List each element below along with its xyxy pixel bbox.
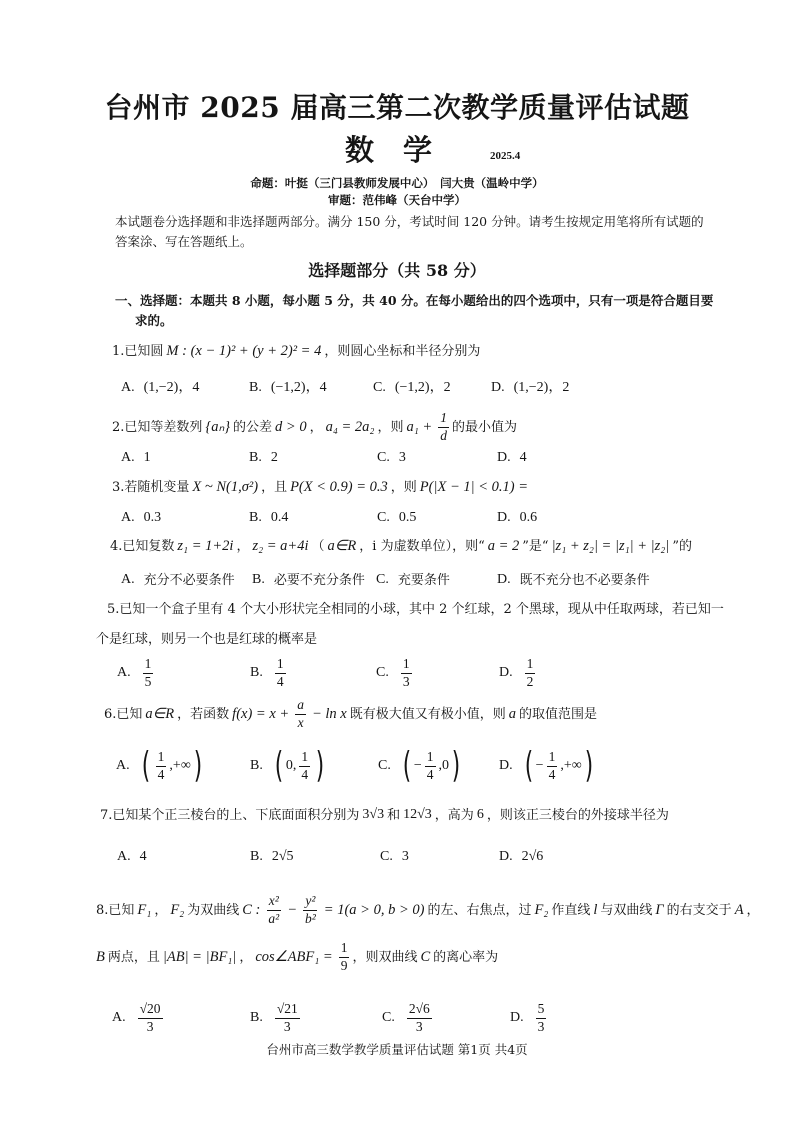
- fraction-numerator: 1: [156, 750, 167, 766]
- question-8-stem-line-2: [96, 937, 498, 977]
- q8-text: ，: [239, 949, 253, 965]
- close-paren: ): [451, 745, 461, 786]
- q8-point-a: A: [734, 901, 744, 918]
- q2-text: ，: [309, 419, 323, 435]
- option-label: A.: [121, 450, 135, 465]
- q8-text: ，则双曲线: [352, 949, 418, 965]
- q8-focus-1: F₁: [137, 901, 152, 918]
- fraction-denominator: 3: [283, 1018, 291, 1034]
- fraction-numerator: √20: [138, 1002, 163, 1018]
- q7-height: 6: [476, 807, 484, 822]
- interval-tail: ,+∞: [560, 758, 582, 773]
- q6-variable: a: [508, 705, 516, 722]
- q4-z2: z₂ = a+4i: [252, 537, 309, 554]
- option-value: 2√6: [521, 849, 544, 864]
- close-paren: ): [193, 745, 203, 786]
- q6-text: 的取值范围是: [518, 706, 597, 722]
- q3-probability-given: P(X < 0.9) = 0.3: [290, 478, 388, 495]
- q8-text: 两点，且: [107, 949, 160, 965]
- q8-text: 8.已知: [96, 902, 135, 918]
- fraction-numerator: 1: [143, 657, 154, 673]
- fraction-denominator: a²: [268, 910, 280, 926]
- question-5-stem-line-1: 5.已知一个盒子里有 4 个大小形状完全相同的小球，其中 2 个红球，2 个黑球，现从中任取两球，若已知一: [107, 601, 724, 617]
- option-fraction: [299, 750, 310, 781]
- q8-text: ，: [746, 902, 760, 918]
- q6-text: 既有极大值又有极小值，则: [349, 706, 506, 722]
- section-title: 选择题部分（共 58 分）: [308, 261, 486, 280]
- q4-option-a: [121, 570, 235, 590]
- q2-common-difference: d > 0: [275, 418, 307, 435]
- fraction-numerator: 1: [339, 941, 350, 957]
- option-label: B.: [249, 510, 262, 525]
- q8-option-b: [250, 996, 303, 1040]
- fraction-numerator: √21: [275, 1002, 300, 1018]
- option-value: 0.3: [143, 510, 162, 525]
- fraction-denominator: 4: [548, 766, 556, 782]
- fraction-denominator: x: [297, 714, 304, 730]
- q1-text: ，则圆心坐标和半径分别为: [324, 343, 481, 359]
- fraction-denominator: 4: [301, 766, 309, 782]
- option-label: D.: [499, 849, 513, 864]
- option-value: 2: [270, 450, 278, 465]
- option-label: C.: [376, 572, 389, 587]
- q8-curve-name: C: [420, 948, 431, 965]
- option-fraction: [275, 1002, 300, 1033]
- q8-point-b: B: [96, 948, 105, 965]
- q4-domain: a∈R: [327, 537, 357, 554]
- q3-option-d: [497, 508, 537, 528]
- option-label: D.: [497, 510, 511, 525]
- option-value: 充要条件: [397, 572, 450, 588]
- option-fraction: [156, 750, 167, 781]
- option-fraction: [525, 657, 536, 688]
- q8-focus-2: F₂: [170, 901, 185, 918]
- q2-expression: a₁ +: [406, 418, 433, 435]
- q6-function: f(x) = x +: [232, 705, 290, 722]
- q8-text: 的离心率为: [433, 949, 499, 965]
- q4-text: ”的: [672, 538, 692, 554]
- authors-line: 命题：叶挺（三门县教师发展中心） 闫大贵（温岭中学）: [250, 176, 544, 190]
- interval-head: −: [413, 758, 422, 773]
- q6-option-d: [499, 742, 596, 790]
- option-value: 必要不充分条件: [273, 572, 365, 588]
- q4-text: ”是“: [522, 538, 549, 554]
- option-value: 4: [519, 450, 527, 465]
- q8-length-equation: |AB| = |BF₁|: [162, 948, 237, 965]
- q3-text: 3.若随机变量: [112, 479, 190, 495]
- page-footer: 台州市高三数学教学质量评估试题 第1页 共4页: [266, 1042, 528, 1057]
- option-label: A.: [112, 1010, 126, 1025]
- option-label: B.: [250, 665, 263, 680]
- fraction-denominator: d: [440, 427, 447, 443]
- option-label: C.: [373, 380, 386, 395]
- option-value: 1: [143, 450, 151, 465]
- option-label: D.: [499, 758, 513, 773]
- subject-title: 数 学: [345, 133, 433, 167]
- option-fraction: [407, 1002, 432, 1033]
- option-value: (1,−2)，2: [513, 380, 570, 395]
- fraction-numerator: x²: [267, 894, 281, 910]
- option-label: B.: [252, 572, 265, 587]
- question-2-stem: [112, 407, 517, 447]
- q4-text: 4.已知复数: [110, 538, 175, 554]
- fraction-denominator: 9: [340, 957, 348, 973]
- option-label: C.: [376, 665, 389, 680]
- instructions-line-2: 答案涂、写在答题纸上。: [115, 233, 253, 249]
- option-label: D.: [491, 380, 505, 395]
- fraction-numerator: 1: [525, 657, 536, 673]
- q2-text: 的公差: [233, 419, 273, 435]
- q4-z1: z₁ = 1+2i: [177, 537, 234, 554]
- q6-parameter: a∈R: [145, 705, 175, 722]
- q6-text: ，若函数: [177, 706, 230, 722]
- q1-option-a: [121, 378, 199, 398]
- q8-gamma: Γ: [655, 901, 664, 918]
- question-7-stem: [100, 805, 669, 825]
- question-8-stem-line-1: [96, 890, 760, 930]
- q1-circle-equation: M : (x − 1)² + (y + 2)² = 4: [166, 342, 322, 359]
- q7-option-a: [117, 847, 147, 867]
- q7-option-c: [380, 847, 409, 867]
- question-4-stem: [110, 536, 692, 556]
- q3-option-c: [377, 508, 416, 528]
- option-label: D.: [510, 1010, 524, 1025]
- q8-text: ，: [154, 902, 168, 918]
- option-label: B.: [250, 758, 263, 773]
- q8-minus: −: [287, 901, 297, 918]
- option-fraction: [143, 657, 154, 688]
- option-label: A.: [117, 665, 131, 680]
- reviewer-line: 审题：范伟峰（天台中学）: [328, 193, 466, 207]
- option-fraction: [275, 657, 286, 688]
- q8-option-c: [382, 996, 435, 1040]
- q3-text: ，则: [390, 479, 417, 495]
- q7-text: 7.已知某个正三棱台的上、下底面面积分别为: [100, 807, 360, 823]
- q2-text: ，则: [377, 419, 404, 435]
- fraction-denominator: 3: [146, 1018, 154, 1034]
- q4-text: ，i 为虚数单位），则“: [359, 538, 485, 554]
- q8-text: 的右支交于: [666, 902, 732, 918]
- q8-text: 与双曲线: [600, 902, 653, 918]
- fraction-numerator: 5: [536, 1002, 547, 1018]
- q4-text: （: [311, 538, 325, 554]
- q8-fraction-x: [266, 894, 281, 925]
- option-value: 0.4: [270, 510, 289, 525]
- q2-text: 2.已知等差数列: [112, 419, 203, 435]
- fraction-denominator: 3: [415, 1018, 423, 1034]
- fraction-numerator: y²: [303, 894, 317, 910]
- question-3-stem: [112, 477, 531, 497]
- option-label: D.: [497, 450, 511, 465]
- option-value: 0.5: [398, 510, 417, 525]
- q6-option-c: [378, 742, 463, 790]
- q5-option-d: [499, 651, 538, 695]
- fraction-denominator: 4: [426, 766, 434, 782]
- q3-option-a: [121, 508, 161, 528]
- option-label: B.: [249, 450, 262, 465]
- interval-tail: ,0: [438, 758, 450, 773]
- fraction-numerator: a: [295, 698, 306, 714]
- option-fraction: [401, 657, 412, 688]
- option-label: B.: [250, 1010, 263, 1025]
- q7-option-b: [250, 847, 294, 867]
- fraction-denominator: b²: [304, 910, 316, 926]
- option-value: (1,−2)，4: [143, 380, 200, 395]
- fraction-denominator: 5: [144, 673, 152, 689]
- option-value: 2√5: [271, 849, 294, 864]
- option-label: A.: [116, 758, 130, 773]
- q7-option-d: [499, 847, 543, 867]
- section-intro-line-2: 求的。: [135, 312, 173, 328]
- option-value: 3: [398, 450, 406, 465]
- fraction-denominator: 2: [526, 673, 534, 689]
- option-fraction: [138, 1002, 163, 1033]
- option-label: C.: [377, 450, 390, 465]
- option-label: D.: [499, 665, 513, 680]
- q2-option-a: [121, 448, 151, 468]
- q1-option-b: [249, 378, 327, 398]
- option-label: C.: [380, 849, 393, 864]
- q6-fraction: [295, 698, 306, 729]
- option-value: (−1,2)，2: [394, 380, 451, 395]
- q6-text: 6.已知: [104, 706, 143, 722]
- q7-bottom-area: 12√3: [403, 807, 432, 822]
- q7-text: ，则该正三棱台的外接球半径为: [486, 807, 669, 823]
- q8-option-a: [112, 996, 166, 1040]
- option-fraction: [536, 1002, 547, 1033]
- interval-head: 0,: [285, 758, 297, 773]
- option-value: 3: [401, 849, 409, 864]
- fraction-numerator: 1: [299, 750, 310, 766]
- q2-option-b: [249, 448, 278, 468]
- q8-curve-name: C :: [242, 901, 261, 918]
- fraction-numerator: 1: [401, 657, 412, 673]
- option-label: B.: [249, 380, 262, 395]
- q6-function-tail: − ln x: [311, 705, 347, 722]
- option-value: (−1,2)，4: [270, 380, 327, 395]
- open-paren: (: [274, 745, 284, 786]
- interval-tail: ,+∞: [169, 758, 191, 773]
- option-label: A.: [117, 849, 131, 864]
- q6-option-a: [116, 742, 205, 790]
- instructions-line-1: 本试题卷分选择题和非选择题两部分。满分 150 分，考试时间 120 分钟。请考生按规定用笔将所有试题的: [115, 213, 704, 229]
- option-value: 4: [139, 849, 147, 864]
- q2-condition: a₄ = 2a₂: [325, 418, 375, 435]
- q4-text: ，: [236, 538, 250, 554]
- fraction-denominator: 4: [276, 673, 284, 689]
- q4-option-c: [376, 570, 450, 590]
- fraction-numerator: 2√6: [407, 1002, 432, 1018]
- q1-option-c: [373, 378, 451, 398]
- q2-option-c: [377, 448, 406, 468]
- option-label: D.: [497, 572, 511, 587]
- q8-line-l: l: [593, 901, 598, 918]
- q3-probability-asked: P(|X − 1| < 0.1) =: [419, 478, 528, 495]
- fraction-numerator: 1: [425, 750, 436, 766]
- q8-text: 为双曲线: [187, 902, 240, 918]
- fraction-numerator: 1: [547, 750, 558, 766]
- option-label: C.: [378, 758, 391, 773]
- q6-option-b: [250, 742, 327, 790]
- open-paren: (: [524, 745, 533, 786]
- option-label: C.: [377, 510, 390, 525]
- exam-title: 台州市 2025 届高三第二次教学质量评估试题: [104, 91, 690, 124]
- q7-text: ，高为: [434, 807, 474, 823]
- fraction-numerator: 1: [275, 657, 286, 673]
- question-5-stem-line-2: 个是红球，则另一个也是红球的概率是: [96, 631, 318, 647]
- q8-cosine: cos∠ABF₁ =: [255, 948, 333, 965]
- q4-condition: a = 2: [487, 537, 520, 554]
- q3-option-b: [249, 508, 288, 528]
- question-6-stem: [104, 694, 597, 734]
- option-value: 既不充分也不必要条件: [519, 572, 650, 588]
- q4-option-b: [252, 570, 365, 590]
- option-label: A.: [121, 510, 135, 525]
- q8-fraction-y: [303, 894, 318, 925]
- q7-text: 和: [387, 807, 401, 823]
- q4-modulus-equation: |z₁ + z₂| = |z₁| + |z₂|: [551, 537, 670, 554]
- q5-option-c: [376, 651, 415, 695]
- q7-top-area: 3√3: [362, 807, 385, 822]
- q2-sequence: {aₙ}: [205, 418, 231, 435]
- q2-fraction: [438, 411, 449, 442]
- option-value: 0.6: [519, 510, 538, 525]
- q8-option-d: [510, 996, 549, 1040]
- fraction-denominator: 4: [157, 766, 165, 782]
- interval-head: −: [535, 758, 544, 773]
- q8-text: 作直线: [551, 902, 591, 918]
- option-label: C.: [382, 1010, 395, 1025]
- fraction-denominator: 3: [402, 673, 410, 689]
- open-paren: (: [141, 745, 150, 786]
- q3-distribution: X ~ N(1,σ²): [192, 478, 259, 495]
- exam-date: 2025.4: [490, 150, 521, 162]
- close-paren: ): [315, 745, 325, 786]
- q5-option-b: [250, 651, 289, 695]
- q2-option-d: [497, 448, 527, 468]
- q1-option-d: [491, 378, 569, 398]
- option-fraction: [425, 750, 436, 781]
- q8-fraction-cos: [339, 941, 350, 972]
- q2-text: 的最小值为: [451, 419, 517, 435]
- q8-equation-tail: = 1(a > 0, b > 0): [323, 901, 425, 918]
- option-label: B.: [250, 849, 263, 864]
- fraction-denominator: 3: [537, 1018, 545, 1034]
- q8-text: 的左、右焦点，过: [427, 902, 532, 918]
- q3-text: ，且: [261, 479, 288, 495]
- question-1-stem: [112, 341, 480, 361]
- section-intro-line-1: 一、选择题：本题共 8 小题，每小题 5 分，共 40 分。在每小题给出的四个选项中，只有一项是符合题目要: [115, 292, 714, 308]
- option-label: A.: [121, 380, 135, 395]
- option-fraction: [547, 750, 558, 781]
- q4-option-d: [497, 570, 650, 590]
- q5-option-a: [117, 651, 156, 695]
- option-label: A.: [121, 572, 135, 587]
- close-paren: ): [584, 745, 593, 786]
- option-value: 充分不必要条件: [143, 572, 235, 588]
- q8-focus-2: F₂: [534, 901, 549, 918]
- open-paren: (: [402, 745, 412, 786]
- q1-text: 1.已知圆: [112, 343, 164, 359]
- fraction-numerator: 1: [438, 411, 449, 427]
